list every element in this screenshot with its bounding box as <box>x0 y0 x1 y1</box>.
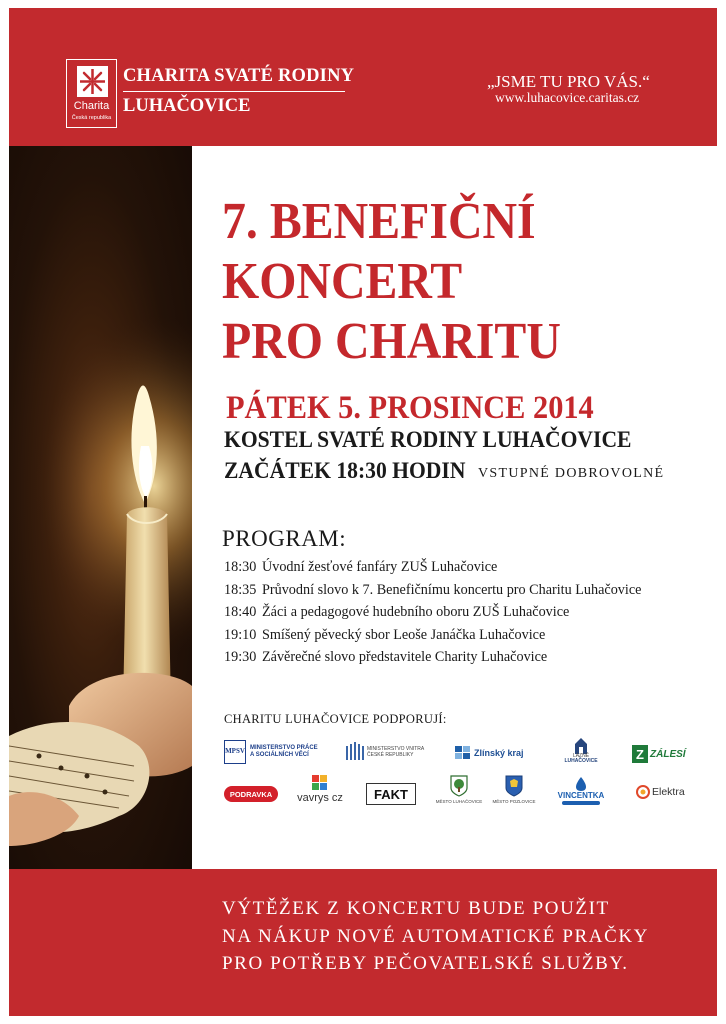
sponsor-mesto-pozlovice-logo <box>492 770 536 808</box>
mv-name-line-2: ČESKÉ REPUBLIKY <box>367 752 414 758</box>
program-text: Průvodní slovo k 7. Benefičnímu koncertu pro Charitu Luhačovice <box>262 581 642 598</box>
concert-title-line-1: 7. BENEFIČNÍ <box>222 193 536 250</box>
vincentka-ribbon <box>562 801 600 805</box>
program-text: Závěrečné slovo představitele Charity Luhačovice <box>262 649 548 665</box>
mv-lion-icon <box>346 742 364 762</box>
organization-city: LUHAČOVICE <box>123 96 251 116</box>
program-item <box>224 604 641 627</box>
fakt-name: FAKT <box>374 786 408 802</box>
mv-name-line-1: MINISTERSTVO VNITRA <box>367 746 425 752</box>
podravka-name: PODRAVKA <box>229 789 273 799</box>
sponsor-zalesi-logo <box>632 744 690 764</box>
program-time: 18:35 <box>224 581 257 598</box>
event-start-time: ZAČÁTEK 18:30 HODIN <box>224 458 466 483</box>
program-item <box>224 649 641 672</box>
lazne-name-line-2: LUHAČOVICE <box>564 758 598 764</box>
program-time: 19:10 <box>224 626 257 643</box>
motto: „JSME TU PRO VÁS.“ <box>487 72 650 91</box>
sponsor-lazne-logo <box>558 733 604 769</box>
sponsor-mv-logo <box>346 740 426 764</box>
vavrys-name: vavrys cz <box>297 791 343 804</box>
program-list <box>224 559 641 672</box>
luhacovice-crest-icon <box>450 775 468 797</box>
program-text: Úvodní žesťové fanfáry ZUŠ Luhačovice <box>262 559 498 575</box>
event-date: PÁTEK 5. PROSINCE 2014 <box>226 390 594 426</box>
candle-painting <box>9 146 192 869</box>
sponsors-heading: CHARITU LUHAČOVICE PODPORUJÍ: <box>224 712 447 726</box>
vincentka-drop-icon <box>573 777 589 791</box>
charita-cross-icon <box>77 66 108 97</box>
program-item <box>224 627 641 650</box>
elektra-name: Elektra <box>652 786 685 798</box>
mpsv-emblem: MPSV <box>224 740 246 764</box>
lazne-building-icon <box>573 738 589 754</box>
sponsor-fakt-logo <box>366 783 416 805</box>
program-time: 18:30 <box>224 559 257 575</box>
zlinsky-kraj-icon <box>455 746 471 760</box>
zlinsky-kraj-name: Zlínský kraj <box>474 748 524 758</box>
sponsor-mpsv-logo <box>224 738 334 766</box>
program-item <box>224 582 641 605</box>
program-heading: PROGRAM: <box>222 526 347 551</box>
mpsv-name-line-2: A SOCIÁLNÍCH VĚCÍ <box>250 752 309 758</box>
mpsv-name-line-1: MINISTERSTVO PRÁCE <box>250 744 318 751</box>
lazne-name-line-1: LÁZNĚ <box>572 752 590 759</box>
footer-line-2: NA NÁKUP NOVÉ AUTOMATICKÉ PRAČKY <box>222 926 650 947</box>
concert-title-line-2: KONCERT <box>222 253 463 310</box>
vincentka-name: VINCENTKA <box>557 791 605 800</box>
charita-logo <box>66 59 117 128</box>
program-item <box>224 559 641 582</box>
sponsor-zlinsky-kraj-logo <box>455 744 535 762</box>
mesto-pozlovice-name: MĚSTO POZLOVICE <box>492 798 536 804</box>
logo-name: Charita <box>73 100 110 112</box>
sponsor-vincentka-logo <box>556 774 606 808</box>
zalesi-name: ZÁLESÍ <box>650 748 686 760</box>
organization-divider <box>123 91 345 92</box>
organization-name: CHARITA SVATÉ RODINY <box>123 66 355 86</box>
program-time: 19:30 <box>224 649 257 665</box>
pozlovice-crest-icon <box>505 775 523 797</box>
logo-subtitle: Česká republika <box>71 115 112 121</box>
program-text: Žáci a pedagogové hudebního oboru ZUŠ Luhačovice <box>262 604 570 620</box>
zalesi-z-icon: Z <box>632 745 648 763</box>
footer-line-1: VÝTĚŽEK Z KONCERTU BUDE POUŽIT <box>222 898 610 919</box>
sponsor-mesto-luhacovice-logo <box>437 770 481 808</box>
footer-line-3: PRO POTŘEBY PEČOVATELSKÉ SLUŽBY. <box>222 953 629 974</box>
website-link[interactable]: www.luhacovice.caritas.cz <box>495 90 640 105</box>
admission-note: VSTUPNÉ DOBROVOLNÉ <box>478 466 665 481</box>
concert-title-line-3: PRO CHARITU <box>222 313 561 370</box>
sponsor-podravka-logo <box>224 786 278 802</box>
sponsor-elektra-logo <box>636 782 694 802</box>
elektra-swirl-icon <box>636 785 650 799</box>
vavrys-squares-icon <box>312 775 328 791</box>
program-text: Smíšený pěvecký sbor Leoše Janáčka Luhačovice <box>262 626 546 643</box>
event-venue: KOSTEL SVATÉ RODINY LUHAČOVICE <box>224 427 632 452</box>
sponsor-vavrys-logo <box>288 772 352 806</box>
program-time: 18:40 <box>224 604 257 620</box>
mesto-luhacovice-name: MĚSTO LUHAČOVICE <box>435 798 483 804</box>
candle-illustration <box>9 146 192 869</box>
